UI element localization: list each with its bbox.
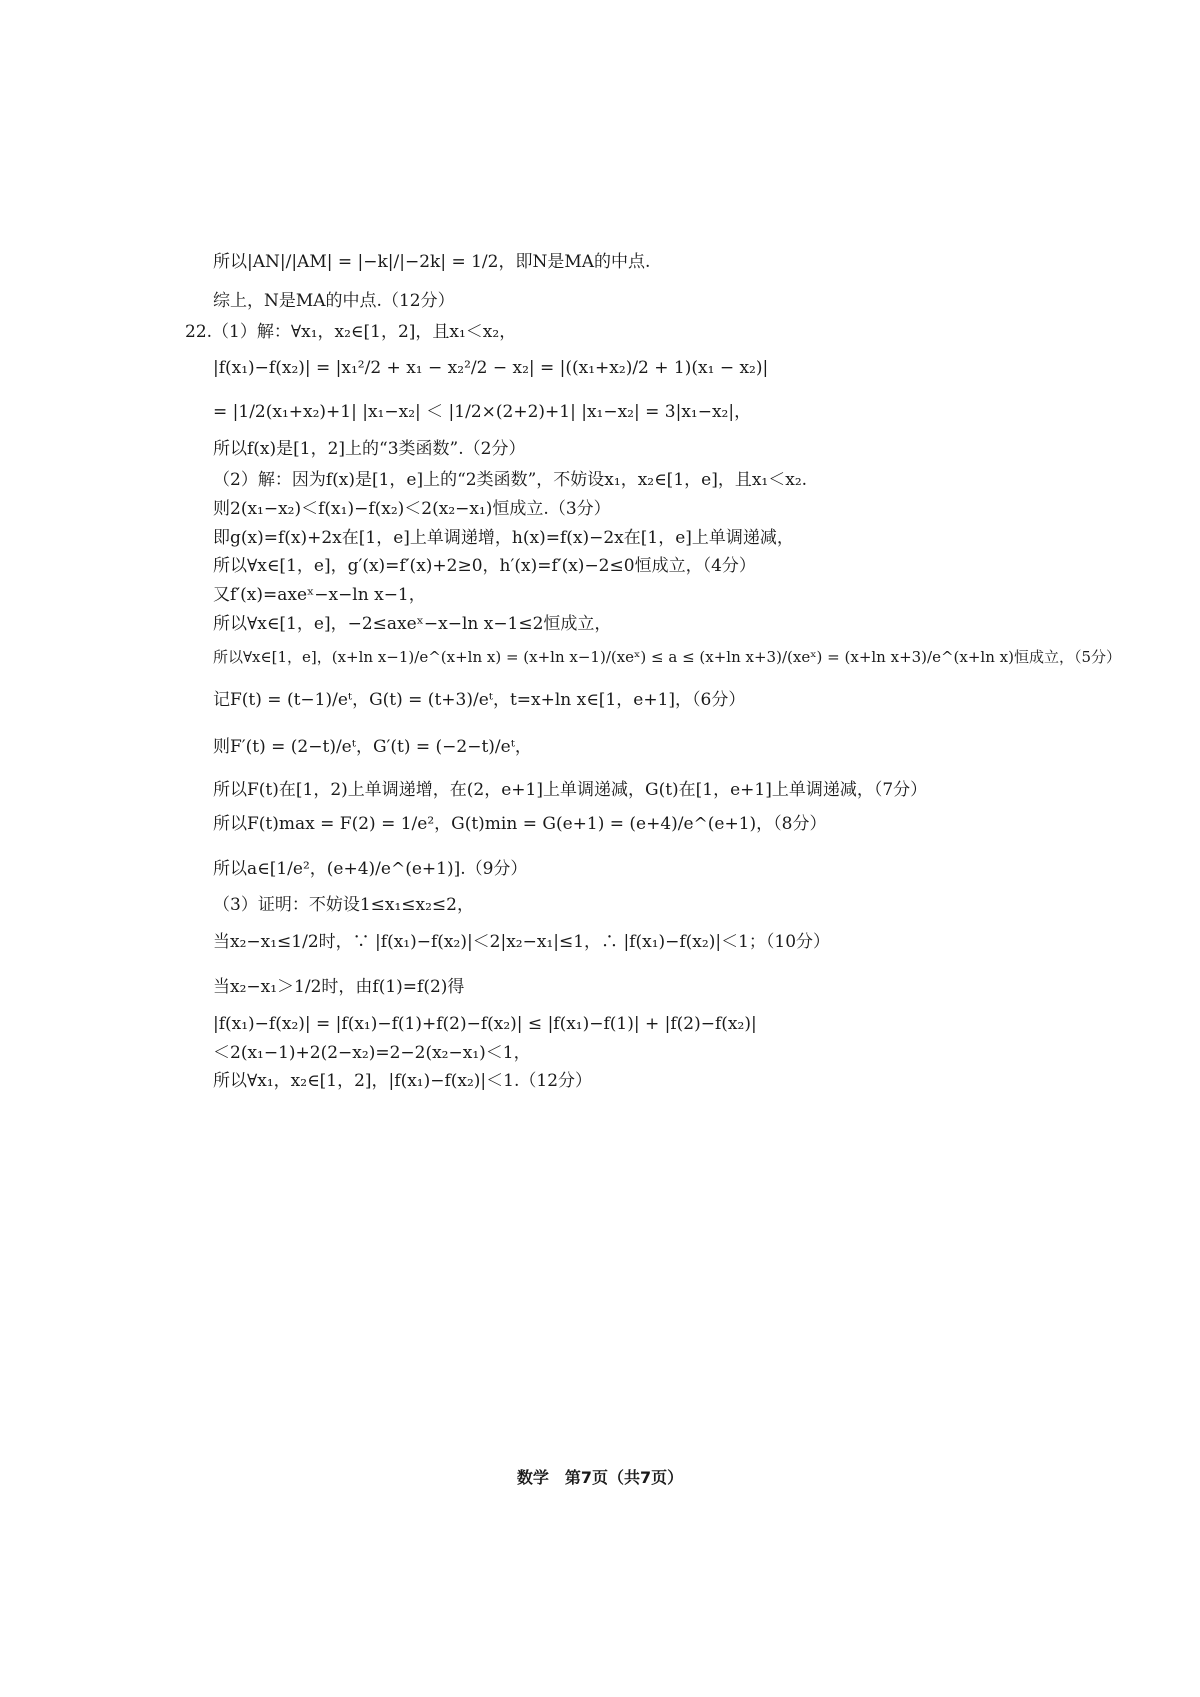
part-3-heading: （3）证明：不妨设1≤x₁≤x₂≤2， — [213, 895, 474, 915]
text-line: 又f′(x)=axeˣ−x−ln x−1， — [213, 585, 426, 605]
question-22-heading: 22.（1）解：∀x₁，x₂∈[1，2]，且x₁＜x₂， — [185, 322, 517, 342]
math-line: 所以F(t)max = F(2) = 1/e²，G(t)min = G(e+1) = (e+4)/e^(e+1)，（8分） — [213, 814, 827, 834]
math-line: 则F′(t) = (2−t)/eᵗ，G′(t) = (−2−t)/eᵗ， — [213, 737, 532, 757]
text-line: 所以∀x∈[1，e]，g′(x)=f′(x)+2≥0，h′(x)=f′(x)−2≤0恒成立，（4分） — [213, 556, 756, 576]
math-line: 所以a∈[1/e²，(e+4)/e^(e+1)].（9分） — [213, 859, 528, 879]
part-2-heading: （2）解：因为f(x)是[1，e]上的“2类函数”，不妨设x₁，x₂∈[1，e]，且x₁＜x₂. — [213, 470, 808, 490]
text-line: 所以∀x₁，x₂∈[1，2]，|f(x₁)−f(x₂)|＜1.（12分） — [213, 1071, 593, 1091]
math-line: 记F(t) = (t−1)/eᵗ，G(t) = (t+3)/eᵗ，t=x+ln x∈[1，e+1]，（6分） — [213, 690, 746, 710]
math-line: 当x₂−x₁＞1/2时，由f(1)=f(2)得 — [213, 977, 465, 997]
math-line: = |1/2(x₁+x₂)+1| |x₁−x₂| ＜ |1/2×(2+2)+1| |x₁−x₂| = 3|x₁−x₂|， — [213, 402, 752, 422]
math-line: ＜2(x₁−1)+2(2−x₂)=2−2(x₂−x₁)＜1， — [213, 1043, 531, 1063]
math-line: 当x₂−x₁≤1/2时，∵ |f(x₁)−f(x₂)|＜2|x₂−x₁|≤1，∴ |f(x₁)−f(x₂)|＜1；（10分） — [213, 932, 831, 952]
text-line: 则2(x₁−x₂)＜f(x₁)−f(x₂)＜2(x₂−x₁)恒成立.（3分） — [213, 499, 611, 519]
math-line: |f(x₁)−f(x₂)| = |f(x₁)−f(1)+f(2)−f(x₂)| ≤ |f(x₁)−f(1)| + |f(2)−f(x₂)| — [213, 1014, 757, 1034]
page-footer: 数学 第7页（共7页） — [516, 1468, 684, 1487]
text-line: 即g(x)=f(x)+2x在[1，e]上单调递增，h(x)=f(x)−2x在[1，e]上单调递减， — [213, 528, 794, 548]
math-line: |f(x₁)−f(x₂)| = |x₁²/2 + x₁ − x₂²/2 − x₂| = |((x₁+x₂)/2 + 1)(x₁ − x₂)| — [213, 358, 769, 378]
text-line: 所以∀x∈[1，e]，−2≤axeˣ−x−ln x−1≤2恒成立， — [213, 614, 612, 634]
text-line: 综上，N是MA的中点.（12分） — [213, 291, 455, 311]
text-line: 所以F(t)在[1，2)上单调递增，在(2，e+1]上单调递减，G(t)在[1，e+1]上单调递减，（7分） — [213, 780, 928, 800]
text-line: 所以f(x)是[1，2]上的“3类函数”.（2分） — [213, 439, 526, 459]
math-line: 所以∀x∈[1，e]，(x+ln x−1)/e^(x+ln x) = (x+ln x−1)/(xeˣ) ≤ a ≤ (x+ln x+3)/(xeˣ) = (x+ln x+3)/e^(x+ln x)恒成立，（5分） — [213, 648, 1121, 666]
text-line: 所以|AN|/|AM| = |−k|/|−2k| = 1/2，即N是MA的中点. — [213, 252, 651, 272]
